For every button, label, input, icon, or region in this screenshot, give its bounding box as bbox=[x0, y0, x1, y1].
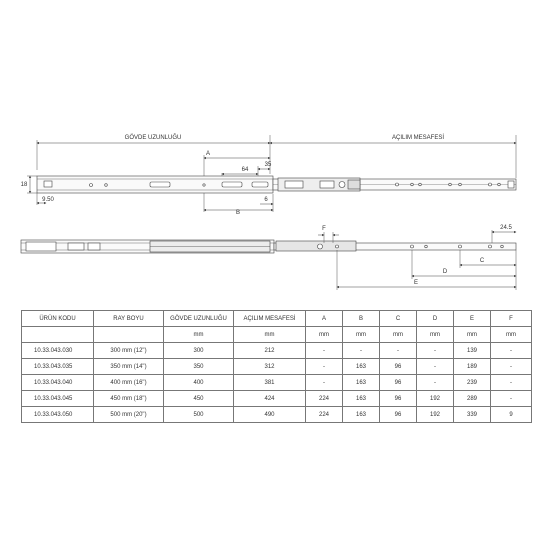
unit-cell: mm bbox=[491, 327, 532, 343]
table-cell: 450 bbox=[164, 391, 234, 407]
table-row bbox=[22, 391, 532, 407]
unit-cell: mm bbox=[164, 327, 234, 343]
table-cell: 339 bbox=[454, 407, 491, 423]
table-cell: 490 bbox=[234, 407, 306, 423]
table-cell: 139 bbox=[454, 343, 491, 359]
table-cell: - bbox=[491, 359, 532, 375]
table-cell: 96 bbox=[380, 375, 417, 391]
specification-table bbox=[21, 310, 532, 423]
table-cell: 192 bbox=[417, 391, 454, 407]
dimension-6-label: 6 bbox=[264, 197, 268, 203]
table-header-row bbox=[22, 311, 532, 327]
table-cell: - bbox=[491, 343, 532, 359]
table-cell: 500 bbox=[164, 407, 234, 423]
dimension-a bbox=[204, 151, 270, 158]
table-cell: 400 bbox=[164, 375, 234, 391]
table-cell: 300 bbox=[164, 343, 234, 359]
dimension-24-5-label: 24.5 bbox=[500, 225, 512, 231]
table-cell: 312 bbox=[234, 359, 306, 375]
dimension-9-50-label: 9.50 bbox=[42, 197, 54, 203]
product-code-cell: 10.33.043.030 bbox=[22, 343, 94, 359]
opening-distance-label: AÇILIM MESAFESİ bbox=[391, 135, 445, 141]
dimension-f-label: F bbox=[322, 226, 326, 232]
table-cell: 381 bbox=[234, 375, 306, 391]
dimension-f bbox=[318, 226, 339, 243]
body-length-label: GÖVDE UZUNLUĞU bbox=[124, 135, 182, 141]
table-cell: 424 bbox=[234, 391, 306, 407]
dimension-64-label: 64 bbox=[241, 167, 249, 173]
unit-cell: mm bbox=[417, 327, 454, 343]
table-cell: 96 bbox=[380, 359, 417, 375]
dimension-18 bbox=[21, 176, 37, 193]
table-cell: - bbox=[306, 343, 343, 359]
opening-distance-dimension bbox=[270, 134, 516, 143]
table-cell: 96 bbox=[380, 391, 417, 407]
header-d: D bbox=[417, 311, 454, 327]
unit-cell bbox=[94, 327, 164, 343]
header-a: A bbox=[306, 311, 343, 327]
table-cell: 212 bbox=[234, 343, 306, 359]
table-cell: 163 bbox=[343, 375, 380, 391]
table-cell: - bbox=[417, 359, 454, 375]
table-cell: - bbox=[306, 359, 343, 375]
header-product-code: ÜRÜN KODU bbox=[22, 311, 94, 327]
rail-side-view bbox=[37, 176, 516, 193]
header-e: E bbox=[454, 311, 491, 327]
table-cell: 189 bbox=[454, 359, 491, 375]
dimension-18-label: 18 bbox=[20, 182, 28, 188]
table-cell: - bbox=[380, 343, 417, 359]
table-cell: 192 bbox=[417, 407, 454, 423]
dimension-6 bbox=[260, 197, 273, 204]
table-cell: 9 bbox=[491, 407, 532, 423]
header-b: B bbox=[343, 311, 380, 327]
unit-cell bbox=[22, 327, 94, 343]
table-cell: 300 mm (12") bbox=[94, 343, 164, 359]
table-cell: 289 bbox=[454, 391, 491, 407]
unit-cell: mm bbox=[380, 327, 417, 343]
table-cell: 224 bbox=[306, 391, 343, 407]
unit-cell: mm bbox=[343, 327, 380, 343]
dimension-e-label: E bbox=[413, 280, 419, 286]
dimension-64 bbox=[222, 167, 258, 174]
table-units-row bbox=[22, 327, 532, 343]
table-cell: 163 bbox=[343, 359, 380, 375]
table-cell: - bbox=[417, 375, 454, 391]
unit-cell: mm bbox=[234, 327, 306, 343]
table-cell: 350 bbox=[164, 359, 234, 375]
dimension-d bbox=[412, 269, 516, 276]
product-code-cell: 10.33.043.040 bbox=[22, 375, 94, 391]
dimension-35-label: 35 bbox=[264, 162, 272, 168]
table-cell: 163 bbox=[343, 391, 380, 407]
dimension-35 bbox=[258, 162, 272, 169]
table-cell: - bbox=[417, 343, 454, 359]
unit-cell: mm bbox=[454, 327, 491, 343]
product-code-cell: 10.33.043.045 bbox=[22, 391, 94, 407]
dimension-9-50 bbox=[37, 193, 54, 205]
table-cell: - bbox=[491, 391, 532, 407]
table-row bbox=[22, 407, 532, 423]
dimension-e bbox=[337, 280, 516, 287]
unit-cell: mm bbox=[306, 327, 343, 343]
dimension-d-label: D bbox=[442, 269, 448, 275]
table-cell: 450 mm (18") bbox=[94, 391, 164, 407]
dimension-a-label: A bbox=[205, 151, 211, 157]
dimension-c bbox=[460, 258, 516, 265]
rail-bottom-view bbox=[21, 240, 516, 253]
header-f: F bbox=[491, 311, 532, 327]
header-body-length: GÖVDE UZUNLUĞU bbox=[164, 311, 234, 327]
dimension-24-5 bbox=[492, 225, 516, 243]
table-row bbox=[22, 359, 532, 375]
table-cell: - bbox=[343, 343, 380, 359]
table-cell: - bbox=[306, 375, 343, 391]
product-code-cell: 10.33.043.050 bbox=[22, 407, 94, 423]
table-cell: 163 bbox=[343, 407, 380, 423]
table-row bbox=[22, 375, 532, 391]
table-cell: 224 bbox=[306, 407, 343, 423]
product-code-cell: 10.33.043.035 bbox=[22, 359, 94, 375]
table-cell: 500 mm (20") bbox=[94, 407, 164, 423]
table-cell: - bbox=[491, 375, 532, 391]
body-length-dimension bbox=[37, 134, 270, 143]
header-rail-length: RAY BOYU bbox=[94, 311, 164, 327]
dimension-c-label: C bbox=[479, 258, 485, 264]
table-row bbox=[22, 343, 532, 359]
dimension-b bbox=[204, 210, 273, 216]
table-cell: 96 bbox=[380, 407, 417, 423]
table-cell: 350 mm (14") bbox=[94, 359, 164, 375]
dimension-b-label: B bbox=[235, 210, 241, 216]
header-opening-distance: AÇILIM MESAFESİ bbox=[234, 311, 306, 327]
table-body bbox=[22, 343, 532, 423]
table-cell: 239 bbox=[454, 375, 491, 391]
header-c: C bbox=[380, 311, 417, 327]
table-cell: 400 mm (16") bbox=[94, 375, 164, 391]
